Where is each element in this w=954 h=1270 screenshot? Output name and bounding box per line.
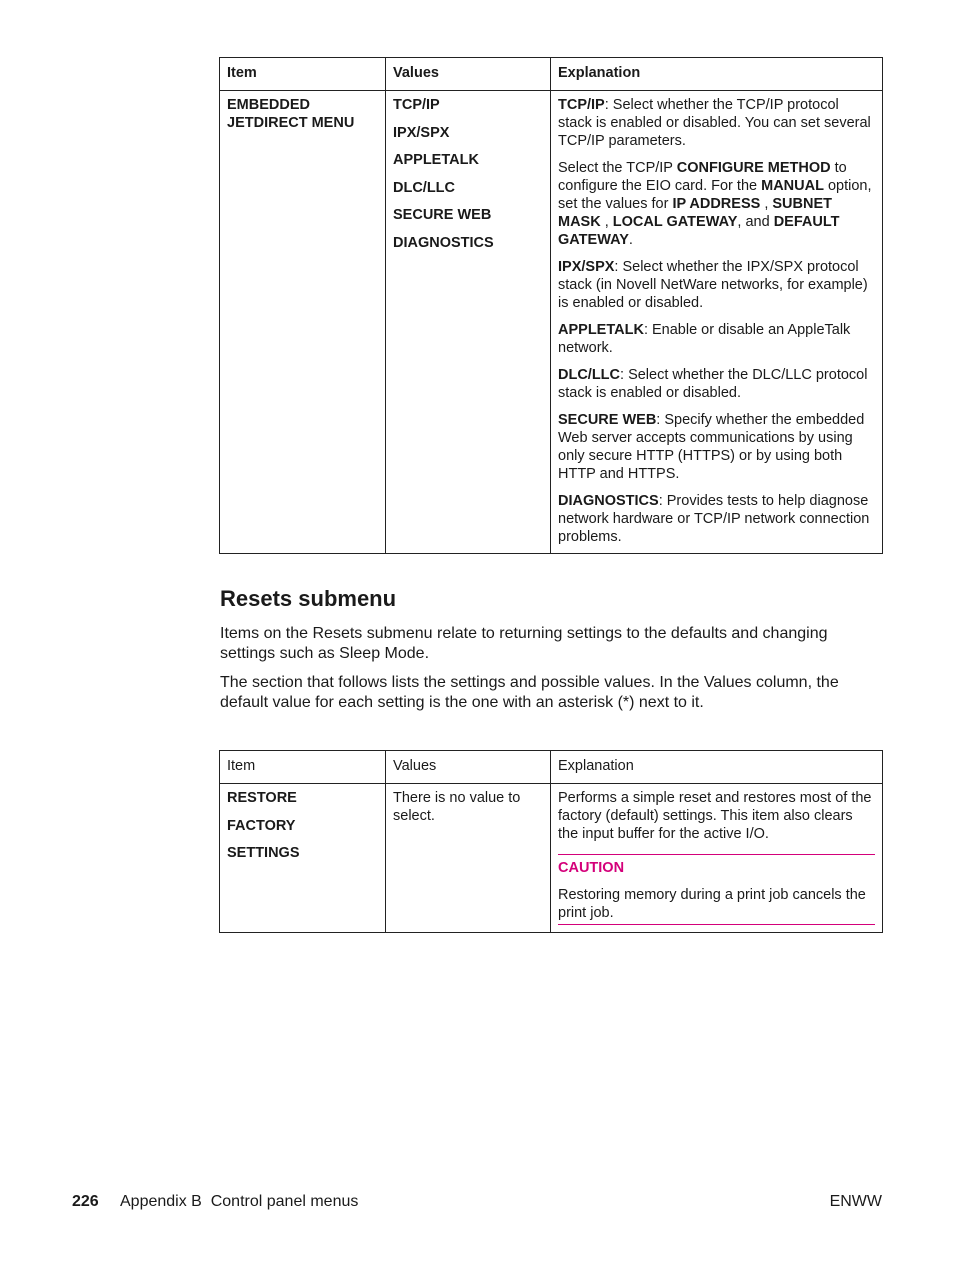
table-header-row <box>220 751 883 784</box>
item-cell <box>220 784 386 933</box>
item-name-line: RESTORE <box>227 790 297 806</box>
header-values: Values <box>386 58 551 91</box>
resets-table <box>219 750 883 933</box>
values-cell: There is no value to select. <box>386 784 551 933</box>
item-cell <box>220 91 386 554</box>
header-values: Values <box>386 751 551 784</box>
explanation-ipxspx: IPX/SPX: Select whether the IPX/SPX protocol stack (in Novell NetWare networks, for example) is enabled or disabled. <box>558 259 868 311</box>
footer-title: Appendix B Control panel menus <box>120 1193 359 1210</box>
header-item: Item <box>220 58 386 91</box>
header-item: Item <box>220 751 386 784</box>
explanation-dlcllc: DLC/LLC: Select whether the DLC/LLC protocol stack is enabled or disabled. <box>558 367 868 401</box>
value-appletalk: APPLETALK <box>393 152 479 168</box>
section-paragraph: Items on the Resets submenu relate to returning settings to the defaults and changing settings such as Sleep Mode. <box>220 625 828 662</box>
jetdirect-table <box>219 57 883 554</box>
explanation-configure-method: Select the TCP/IP CONFIGURE METHOD to configure the EIO card. For the MANUAL option, set the values for IP ADDRESS , SUBNET MASK , LOCAL GATEWAY, and DEFAULT GATEWAY. <box>558 160 872 248</box>
explanation-tcpip: TCP/IP: Select whether the TCP/IP protocol stack is enabled or disabled. You can set several TCP/IP parameters. <box>558 97 871 149</box>
caution-box <box>558 854 875 925</box>
item-name-line: JETDIRECT MENU <box>227 115 355 131</box>
header-explanation: Explanation <box>551 58 883 91</box>
value-dlcllc: DLC/LLC <box>393 179 456 196</box>
explanation-diagnostics: DIAGNOSTICS: Provides tests to help diagnose network hardware or TCP/IP network connection problems. <box>558 493 870 545</box>
item-name-line: EMBEDDED <box>227 97 310 113</box>
table-row <box>220 784 883 933</box>
table-row <box>220 91 883 554</box>
value-tcpip: TCP/IP <box>393 97 440 113</box>
values-cell <box>386 91 551 554</box>
page-number: 226 <box>72 1193 99 1210</box>
item-name-line: SETTINGS <box>227 845 300 861</box>
explanation-cell <box>551 784 883 933</box>
value-ipxspx: IPX/SPX <box>393 124 450 141</box>
table-header-row <box>220 58 883 91</box>
explanation-appletalk: APPLETALK: Enable or disable an AppleTalk network. <box>558 322 851 356</box>
caution-text: Restoring memory during a print job cancels the print job. <box>558 887 866 921</box>
explanation-secure-web: SECURE WEB: Specify whether the embedded Web server accepts communications by using only secure HTTP (HTTPS) or by using both HTTP and HTTPS. <box>558 412 865 482</box>
header-explanation: Explanation <box>551 751 883 784</box>
section-paragraph: The section that follows lists the settings and possible values. In the Values column, the default value for each setting is the one with an asterisk (*) next to it. <box>220 674 839 711</box>
value-secure-web: SECURE WEB <box>393 207 492 223</box>
item-name-line: FACTORY <box>227 817 296 834</box>
explanation-cell <box>551 91 883 554</box>
value-diagnostics: DIAGNOSTICS <box>393 234 494 251</box>
footer-right: ENWW <box>829 1193 882 1210</box>
caution-label: CAUTION <box>558 860 625 876</box>
explanation-text: Performs a simple reset and restores most of the factory (default) settings. This item also clears the input buffer for the active I/O. <box>558 790 872 842</box>
section-title: Resets submenu <box>220 586 397 611</box>
